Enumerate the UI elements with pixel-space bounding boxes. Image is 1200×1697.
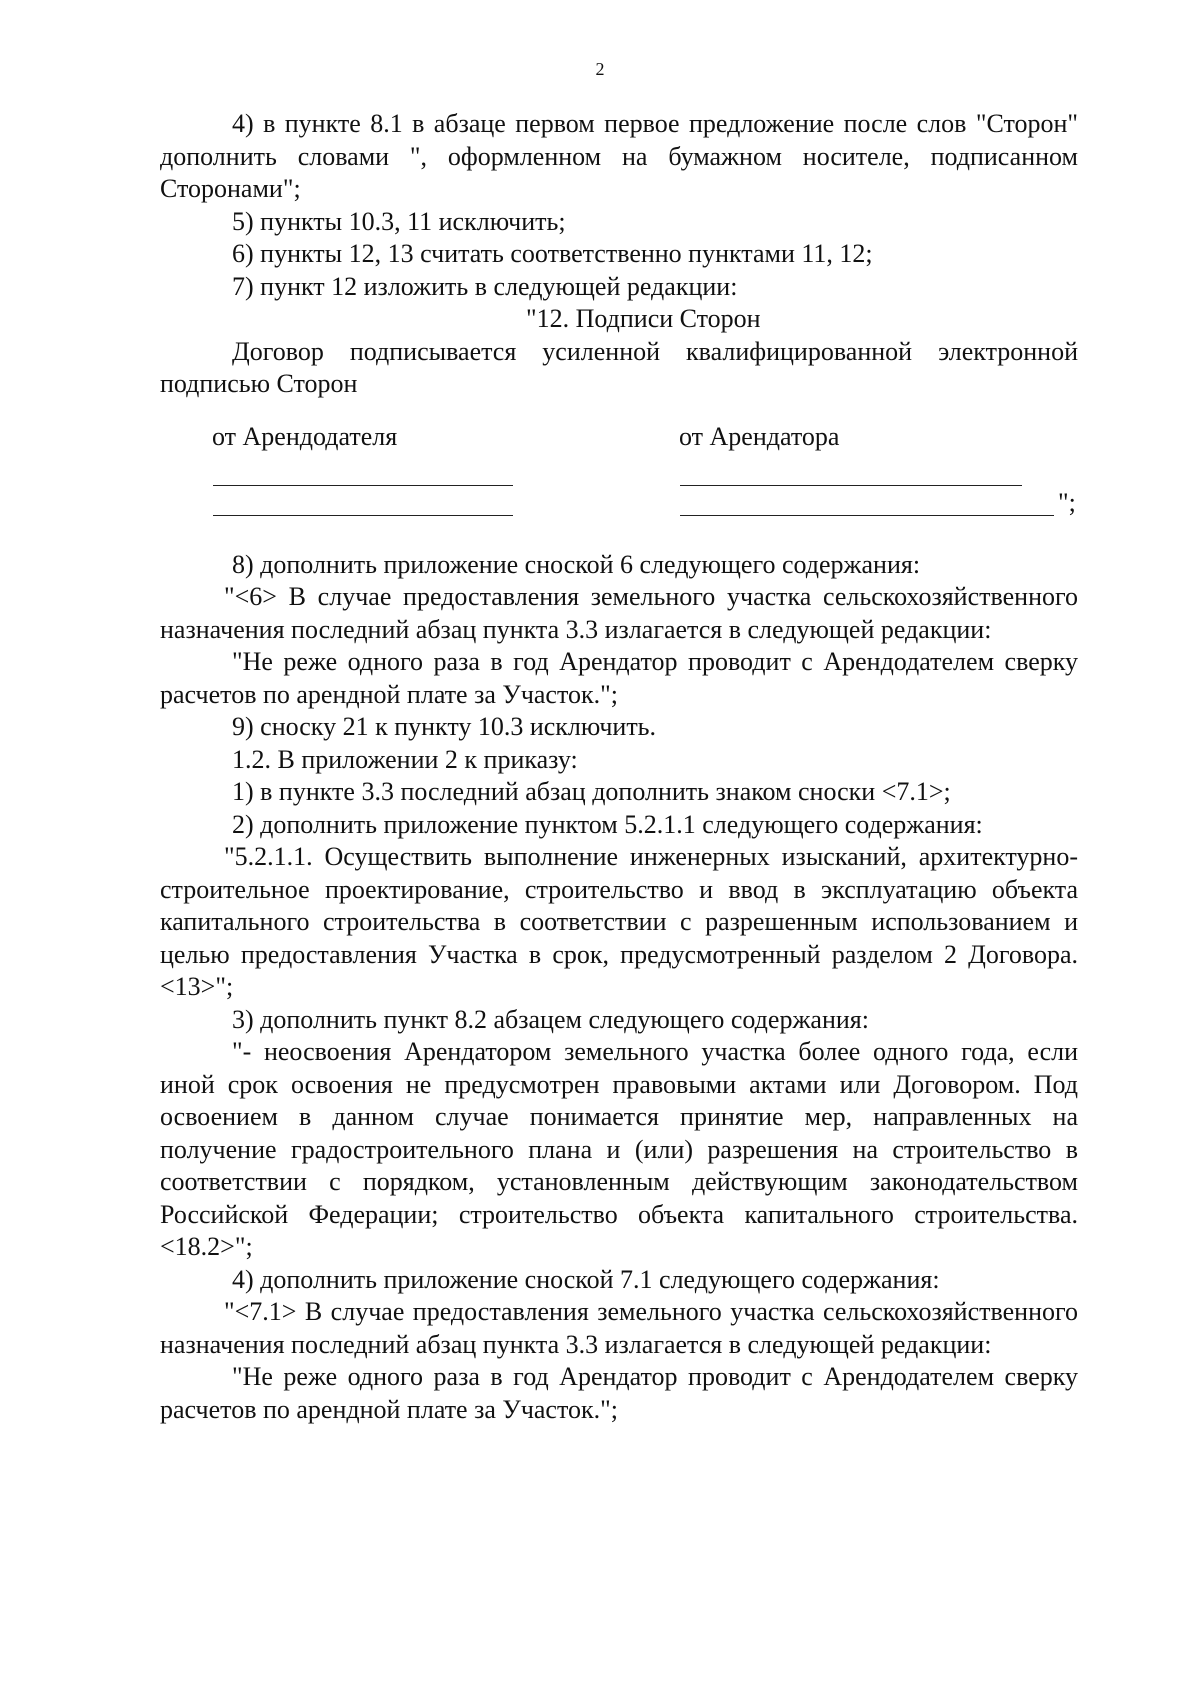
paragraph-signing-clause: Договор подписывается усиленной квалифицированной электронной подписью Сторон [160,336,1078,398]
paragraph-item-8: 8) дополнить приложение сноской 6 следующего содержания: [232,549,921,579]
footnote-7-1-quote: "Не реже одного раза в год Арендатор проводит с Арендодателем сверку расчетов по арендной плате за Участок."; [160,1362,1078,1424]
footnote-6-text: "<6> В случае предоставления земельного участка сельскохозяйственного назначения последний абзац пункта 3.3 излагается в следующей редакции: [160,582,1078,644]
landlord-signature-line-1 [213,485,513,486]
section-heading-signatures: "12. Подписи Сторон [526,304,761,333]
footnote-7-1-text: "<7.1> В случае предоставления земельного участка сельскохозяйственного назначения последний абзац пункта 3.3 излагается в следующей редакции: [160,1297,1078,1359]
paragraph-section-1-2-item-4: 4) дополнить приложение сноской 7.1 следующего содержания: [232,1264,940,1294]
document-body [160,108,1078,1426]
landlord-signature-label: от Арендодателя [212,421,398,451]
signature-block [160,409,1078,539]
footnote-6-quote: "Не реже одного раза в год Арендатор проводит с Арендодателем сверку расчетов по арендной плате за Участок."; [160,647,1078,709]
landlord-signature-line-2 [213,515,513,516]
paragraph-item-5: 5) пункты 10.3, 11 исключить; [232,206,566,236]
paragraph-item-7: 7) пункт 12 изложить в следующей редакции: [232,271,738,301]
page-number: 2 [595,59,605,79]
tenant-signature-line-1 [680,485,1022,486]
paragraph-section-1-2-item-1: 1) в пункте 3.3 последний абзац дополнить знаком сноски <7.1>; [232,777,951,806]
paragraph-item-6: 6) пункты 12, 13 считать соответственно пунктами 11, 12; [232,239,873,268]
tenant-signature-line-2 [680,515,1054,516]
clause-8-2-addition-text: "- неосвоения Арендатором земельного участка более одного года, если иной срок освоения не предусмотрен правовыми актами или Договором. Под освоением в данном случае понимается принятие мер, направленных на получение градостроительного плана и (или) разрешения на строительство в соответствии с порядком, установленным действующим законодательством Российской Федерации; строительство объекта капитального строительства. <18.2>"; [160,1037,1078,1261]
paragraph-section-1-2: 1.2. В приложении 2 к приказу: [232,744,578,774]
paragraph-item-4: 4) в пункте 8.1 в абзаце первом первое предложение после слов "Сторон" дополнить словами ", оформленном на бумажном носителе, подписанном Сторонами"; [160,109,1078,203]
clause-5-2-1-1-text: "5.2.1.1. Осуществить выполнение инженерных изысканий, архитектурно-строительное проектирование, строительство и ввод в эксплуатацию объекта капитального строительства в соответствии с разрешенным использованием и целью предоставления Участка в срок, предусмотренный разделом 2 Договора. <13>"; [160,842,1078,1001]
signature-closing-mark: "; [1058,487,1076,517]
paragraph-section-1-2-item-3: 3) дополнить пункт 8.2 абзацем следующего содержания: [232,1004,869,1034]
paragraph-item-9: 9) сноску 21 к пункту 10.3 исключить. [232,712,657,741]
paragraph-section-1-2-item-2: 2) дополнить приложение пунктом 5.2.1.1 следующего содержания: [232,809,983,839]
tenant-signature-label: от Арендатора [679,421,840,451]
